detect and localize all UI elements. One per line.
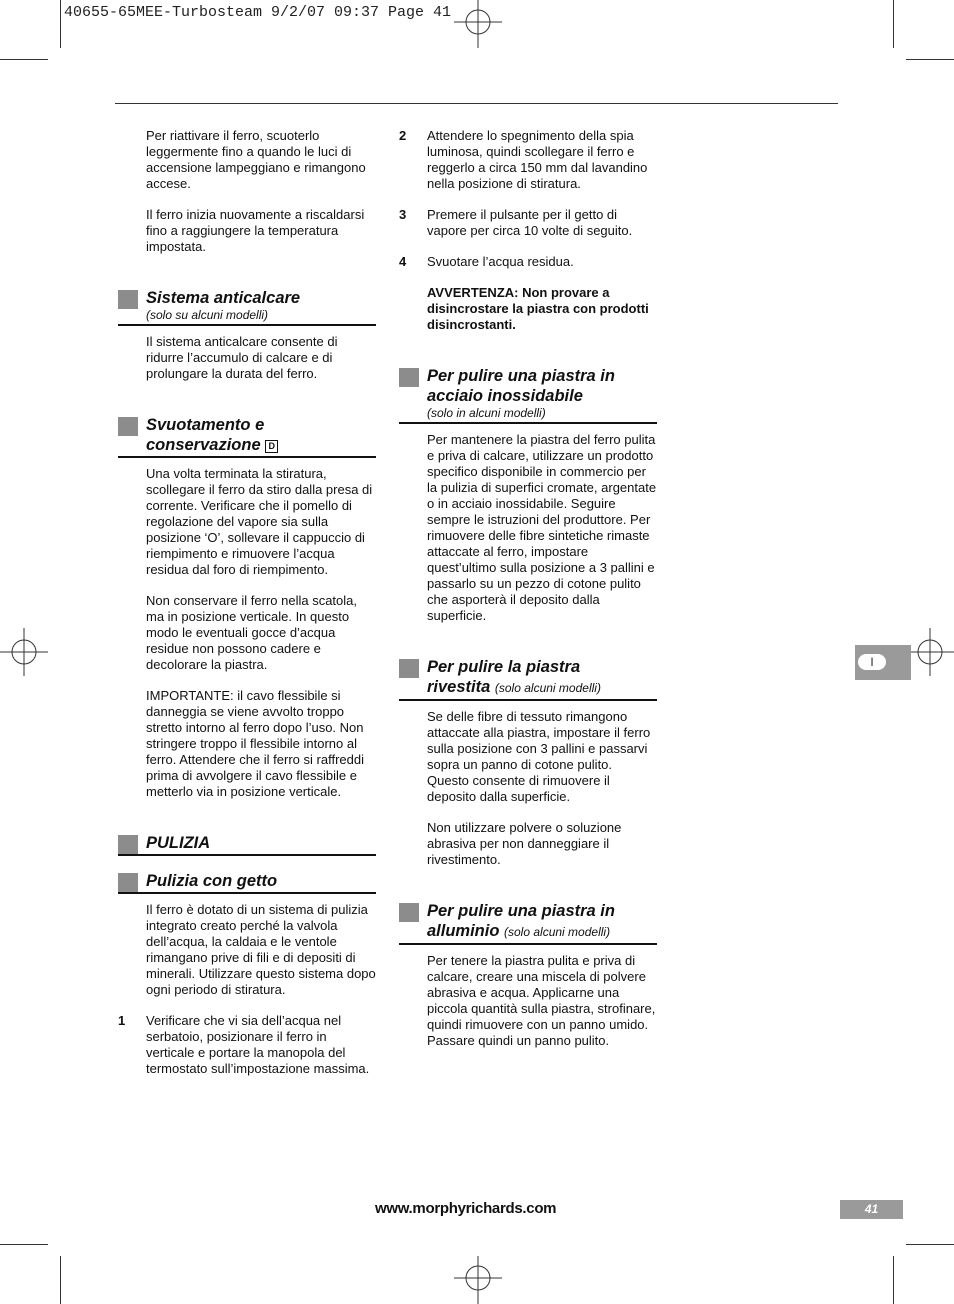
section-marker (118, 290, 138, 309)
step-number: 4 (399, 254, 407, 269)
step-text: Attendere lo spegnimento della spia luminosa, quindi scollegare il ferro e reggerlo a circa 150 mm dal lavandino nella posizione di stiratura. (427, 128, 648, 191)
crop-mark (60, 1256, 61, 1304)
step-text: Svuotare l’acqua residua. (427, 254, 574, 269)
body-paragraph: Non utilizzare polvere o soluzione abrasiva per non danneggiare il rivestimento. (427, 820, 622, 867)
section-heading-alluminio (399, 901, 657, 945)
section-title: Per pulire la piastra (427, 658, 581, 676)
crop-mark (0, 1244, 48, 1245)
step-text: Premere il pulsante per il getto di vapore per circa 10 volte di seguito. (427, 207, 633, 238)
section-heading-svuotamento (118, 415, 376, 458)
crop-mark (906, 1244, 954, 1245)
step-number: 3 (399, 207, 407, 222)
section-title-line2: alluminio (solo alcuni modelli) (427, 922, 611, 940)
section-subtitle: (solo alcuni modelli) (494, 681, 601, 695)
step-item (399, 207, 657, 239)
body-paragraph: Per mantenere la piastra del ferro pulita e priva di calcare, utilizzare un prodotto specifico disponibile in commercio per la pulizia di superfici cromate, argentate o in acciaio inossidabile. Seguire sempre le istruzioni del produttore. Per rimuovere delle fibre sintetiche rimaste attaccate al ferro, impostare quest’ultimo sulla posizione a 3 pallini e passarlo su un pezzo di cotone pulito che asporterà il deposito dalla superficie. (427, 432, 657, 623)
section-marker (399, 659, 419, 678)
section-marker (118, 835, 138, 854)
language-tab (855, 645, 911, 680)
registration-mark-icon (454, 0, 502, 48)
right-column (399, 128, 657, 1049)
body-paragraph: Una volta terminata la stiratura, scollegare il ferro da stiro dalla presa di corrente. Verificare che il pomello di regolazione del vapore sia sulla posizione ‘O’, sollevare il cappuccio di riempimento e rimuovere l’acqua residua dal foro di riempimento. (146, 466, 373, 577)
section-heading-getto (118, 871, 376, 894)
body-paragraph: Se delle fibre di tessuto rimangono attaccate alla piastra, impostare il ferro sulla posizione con 3 pallini e passarvi sopra un panno di cotone pulito. Questo consente di rimuovere il deposito dalla superficie. (427, 709, 651, 804)
section-heading-rivestita (399, 657, 657, 701)
registration-mark-icon (0, 628, 48, 676)
step-number: 2 (399, 128, 407, 143)
section-title-line2: conservazione D (146, 435, 376, 455)
section-title: Sistema anticalcare (146, 289, 301, 307)
section-title: Svuotamento e (146, 416, 265, 434)
step-item (399, 128, 657, 192)
d-symbol-icon: D (265, 440, 278, 453)
section-title-line2: rivestita (solo alcuni modelli) (427, 678, 601, 696)
section-subtitle: (solo su alcuni modelli) (146, 308, 269, 322)
warning-text: AVVERTENZA: Non provare a disincrostare la piastra con prodotti disincrostanti. (427, 285, 649, 332)
crop-mark (893, 1256, 894, 1304)
section-heading-anticalcare (118, 288, 376, 326)
section-subtitle: (solo alcuni modelli) (504, 925, 611, 939)
registration-mark-icon (454, 1256, 502, 1304)
crop-mark (906, 59, 954, 60)
intro-paragraph: Il ferro inizia nuovamente a riscaldarsi fino a raggiungere la temperatura impostata. (146, 207, 365, 254)
crop-mark (60, 0, 61, 48)
registration-mark-icon (906, 628, 954, 676)
body-paragraph: Non conservare il ferro nella scatola, ma in posizione verticale. In questo modo le eventuali gocce d’acqua residue non possono cadere e decolorare la piastra. (146, 593, 357, 672)
section-title: PULIZIA (146, 834, 211, 852)
body-paragraph: Per tenere la piastra pulita e priva di calcare, creare una miscela di polvere abrasiva e acqua. Applicarne una piccola quantità sulla piastra, strofinare, quindi rimuovere con un panno umido. Passare quindi un panno pulito. (427, 953, 656, 1048)
body-paragraph: Il ferro è dotato di un sistema di pulizia integrato creato perché la valvola dell’acqua, la caldaia e le ventole rimangano prive di fili e di depositi di minerali. Utilizzare questo sistema dopo ogni periodo di stiratura. (146, 902, 376, 997)
section-marker (118, 873, 138, 892)
section-heading-inox (399, 366, 657, 424)
print-header: 40655-65MEE-Turbosteam 9/2/07 09:37 Page 41 (64, 4, 452, 21)
website-url: www.morphyrichards.com (375, 1200, 557, 1217)
crop-mark (893, 0, 894, 48)
body-paragraph: IMPORTANTE: il cavo flessibile si danneggia se viene avvolto troppo stretto intorno al ferro dopo l’uso. Non stringere troppo il flessibile intorno al ferro. Attendere che il ferro si raffreddi prima di avvolgere il cavo flessibile e metterlo via in posizione verticale. (146, 688, 364, 799)
section-title: Per pulire una piastra in (427, 367, 615, 385)
top-rule (115, 103, 838, 104)
intro-paragraph: Per riattivare il ferro, scuoterlo leggermente fino a quando le luci di accensione lampeggiano e rimangono accese. (146, 128, 366, 191)
step-number: 1 (118, 1013, 126, 1028)
step-item (118, 1013, 376, 1077)
section-subtitle: (solo in alcuni modelli) (427, 406, 546, 420)
section-marker (118, 417, 138, 436)
step-item (399, 254, 657, 270)
step-text: Verificare che vi sia dell’acqua nel serbatoio, posizionare il ferro in verticale e portare la manopola del termostato sull’impostazione massima. (146, 1013, 370, 1076)
crop-mark (0, 59, 48, 60)
section-title: Pulizia con getto (146, 872, 278, 890)
language-label: I (858, 654, 886, 670)
section-marker (399, 368, 419, 387)
body-paragraph: Il sistema anticalcare consente di ridurre l’accumulo di calcare e di prolungare la durata del ferro. (146, 334, 338, 381)
section-title: Per pulire una piastra in (427, 902, 615, 920)
section-title-line2: acciaio inossidabile (427, 387, 583, 405)
section-heading-pulizia (118, 833, 376, 856)
page-number: 41 (840, 1200, 903, 1219)
left-column (118, 128, 376, 1077)
section-marker (399, 903, 419, 922)
